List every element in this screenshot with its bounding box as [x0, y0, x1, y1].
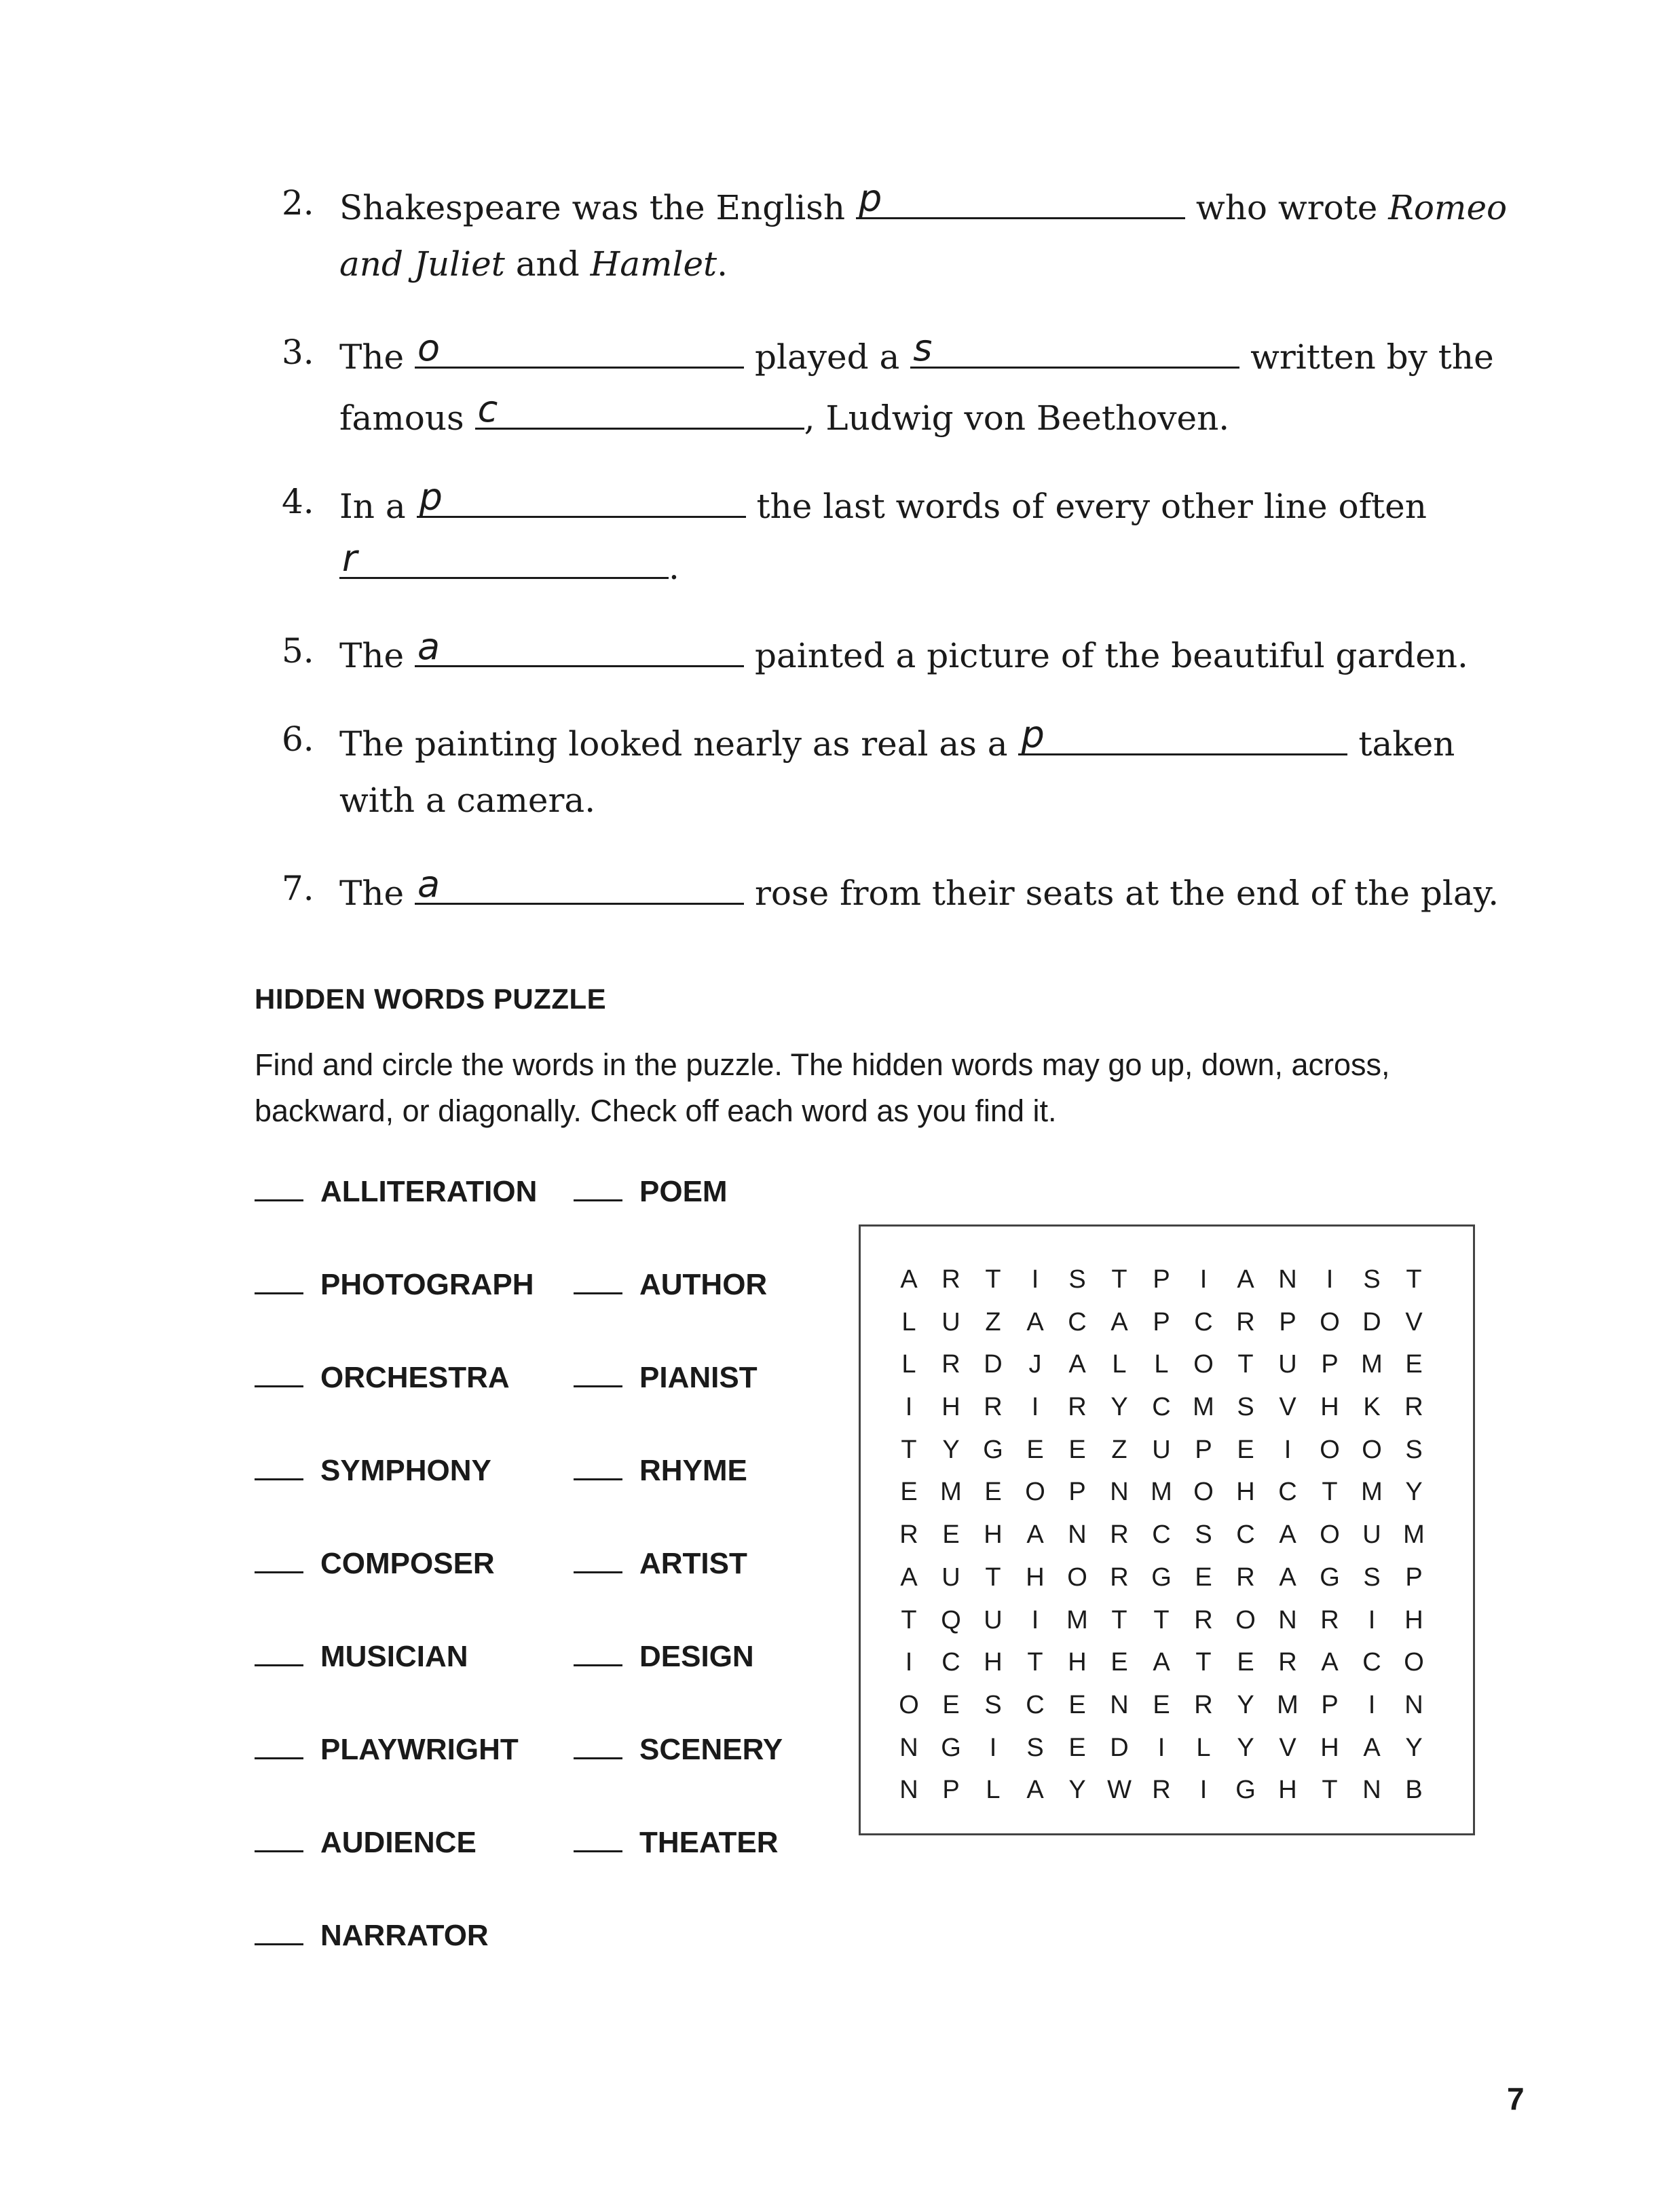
- grid-letter[interactable]: R: [1236, 1563, 1255, 1592]
- question-line-2: with a camera.: [339, 781, 596, 820]
- grid-letter[interactable]: U: [1362, 1520, 1381, 1550]
- grid-letter[interactable]: I: [905, 1648, 913, 1677]
- grid-letter[interactable]: D: [984, 1350, 1003, 1379]
- grid-letter[interactable]: L: [986, 1776, 1001, 1805]
- grid-letter[interactable]: E: [942, 1690, 960, 1719]
- grid-letter[interactable]: T: [1027, 1648, 1043, 1677]
- question-line-1: The a painted a picture of the beautiful garden.: [339, 625, 1468, 675]
- question-number: 2.: [282, 183, 314, 223]
- grid-letter[interactable]: R: [1110, 1563, 1129, 1592]
- grid-letter[interactable]: N: [1404, 1690, 1423, 1719]
- grid-letter[interactable]: O: [1067, 1563, 1087, 1592]
- word-checkbox[interactable]: [255, 1822, 303, 1852]
- grid-letter[interactable]: R: [941, 1350, 960, 1379]
- answer-blank[interactable]: [415, 863, 744, 905]
- grid-letter[interactable]: O: [1235, 1605, 1256, 1634]
- grid-letter[interactable]: Y: [1405, 1733, 1423, 1762]
- instructions-line-2: backward, or diagonally. Check off each word as you find it.: [255, 1093, 1057, 1128]
- blank-hint-letter: c: [477, 388, 498, 430]
- grid-letter[interactable]: E: [1153, 1690, 1170, 1719]
- answer-blank[interactable]: [475, 388, 804, 430]
- grid-letter[interactable]: I: [1031, 1393, 1039, 1422]
- grid-letter[interactable]: R: [941, 1265, 960, 1294]
- grid-letter[interactable]: Y: [1237, 1690, 1254, 1719]
- grid-letter[interactable]: E: [984, 1478, 1002, 1507]
- grid-letter[interactable]: Y: [1237, 1733, 1254, 1762]
- grid-letter[interactable]: E: [1237, 1648, 1254, 1677]
- question-number: 4.: [282, 482, 314, 521]
- blank-hint-letter: o: [417, 326, 441, 369]
- grid-letter[interactable]: R: [1236, 1307, 1255, 1336]
- grid-letter[interactable]: U: [1152, 1435, 1171, 1464]
- grid-letter[interactable]: P: [1195, 1435, 1212, 1464]
- grid-letter[interactable]: T: [901, 1435, 917, 1464]
- grid-letter[interactable]: E: [1405, 1350, 1423, 1379]
- grid-letter[interactable]: L: [901, 1307, 916, 1336]
- grid-letter[interactable]: T: [985, 1563, 1001, 1592]
- grid-row: [888, 1727, 1435, 1770]
- grid-letter[interactable]: A: [1110, 1307, 1128, 1336]
- grid-letter[interactable]: T: [1111, 1265, 1127, 1294]
- grid-letter[interactable]: L: [1112, 1350, 1127, 1379]
- grid-letter[interactable]: P: [942, 1776, 960, 1805]
- grid-row: [888, 1641, 1435, 1684]
- grid-letter[interactable]: U: [941, 1563, 960, 1592]
- grid-letter[interactable]: A: [1068, 1350, 1086, 1379]
- grid-letter[interactable]: I: [1199, 1776, 1208, 1805]
- grid-row: [888, 1514, 1435, 1556]
- grid-letter[interactable]: M: [1151, 1478, 1172, 1507]
- grid-letter[interactable]: O: [899, 1690, 919, 1719]
- question-line-1: The painting looked nearly as real as a p taken: [339, 713, 1455, 764]
- grid-letter[interactable]: Y: [942, 1435, 960, 1464]
- blank-hint-letter: p: [419, 476, 443, 519]
- grid-letter[interactable]: T: [985, 1265, 1001, 1294]
- grid-letter[interactable]: M: [1361, 1350, 1383, 1379]
- grid-letter[interactable]: A: [1026, 1520, 1044, 1550]
- blank-hint-letter: p: [1021, 713, 1045, 756]
- grid-letter[interactable]: S: [1363, 1265, 1381, 1294]
- grid-letter[interactable]: Y: [1405, 1478, 1423, 1507]
- blank-hint-letter: s: [913, 326, 933, 369]
- grid-letter[interactable]: R: [1194, 1605, 1213, 1634]
- grid-letter[interactable]: C: [1068, 1307, 1087, 1336]
- answer-blank[interactable]: [415, 625, 744, 668]
- grid-letter[interactable]: S: [1237, 1393, 1254, 1422]
- grid-letter[interactable]: L: [1196, 1733, 1211, 1762]
- grid-letter[interactable]: P: [1153, 1307, 1170, 1336]
- word-checkbox[interactable]: [255, 1915, 303, 1945]
- grid-letter[interactable]: E: [1068, 1435, 1086, 1464]
- question-line-1: The o played a s written by the: [339, 326, 1494, 377]
- grid-letter[interactable]: E: [900, 1478, 918, 1507]
- word-checkbox[interactable]: [574, 1543, 622, 1573]
- grid-letter[interactable]: R: [984, 1393, 1003, 1422]
- grid-letter[interactable]: R: [1194, 1690, 1213, 1719]
- word-item-narrator: NARRATOR: [255, 1915, 489, 1953]
- grid-row: [888, 1769, 1435, 1812]
- grid-letter[interactable]: N: [1068, 1520, 1087, 1550]
- grid-letter[interactable]: O: [1404, 1648, 1424, 1677]
- grid-letter[interactable]: T: [1195, 1648, 1212, 1677]
- grid-letter[interactable]: R: [1404, 1393, 1423, 1422]
- grid-letter[interactable]: N: [1110, 1690, 1129, 1719]
- blank-hint-letter: r: [342, 537, 358, 580]
- grid-letter[interactable]: M: [1361, 1478, 1383, 1507]
- grid-letter[interactable]: H: [1068, 1648, 1087, 1677]
- grid-letter[interactable]: M: [1403, 1520, 1425, 1550]
- grid-letter[interactable]: E: [1068, 1733, 1086, 1762]
- word-item-theater: THEATER: [574, 1822, 779, 1860]
- grid-letter[interactable]: E: [1237, 1435, 1254, 1464]
- grid-letter[interactable]: A: [1237, 1265, 1254, 1294]
- grid-letter[interactable]: S: [1026, 1733, 1044, 1762]
- word-checkbox[interactable]: [574, 1264, 622, 1294]
- grid-letter[interactable]: G: [941, 1733, 961, 1762]
- grid-letter[interactable]: H: [984, 1520, 1003, 1550]
- question-line-1: Shakespeare was the English p who wrote Romeo: [339, 177, 1508, 227]
- grid-letter[interactable]: I: [1368, 1690, 1376, 1719]
- blank-hint-letter: a: [417, 863, 441, 905]
- grid-letter[interactable]: O: [1362, 1435, 1382, 1464]
- question-line-2: and Juliet and Hamlet.: [339, 244, 728, 284]
- grid-letter[interactable]: N: [1362, 1776, 1381, 1805]
- grid-letter[interactable]: I: [1031, 1605, 1039, 1634]
- grid-letter[interactable]: I: [1326, 1265, 1334, 1294]
- grid-letter[interactable]: C: [1236, 1520, 1255, 1550]
- grid-letter[interactable]: H: [1236, 1478, 1255, 1507]
- question-line-1: In a p the last words of every other line often: [339, 476, 1427, 526]
- grid-letter[interactable]: V: [1279, 1733, 1296, 1762]
- grid-letter[interactable]: C: [1194, 1307, 1213, 1336]
- grid-letter[interactable]: N: [1278, 1605, 1297, 1634]
- question-number: 5.: [282, 631, 314, 671]
- grid-letter[interactable]: Z: [985, 1307, 1001, 1336]
- word-item-audience: AUDIENCE: [255, 1822, 477, 1860]
- grid-letter[interactable]: I: [1368, 1605, 1376, 1634]
- word-item-poem: POEM: [574, 1171, 728, 1209]
- grid-letter[interactable]: R: [1068, 1393, 1087, 1422]
- grid-letter[interactable]: G: [1320, 1563, 1340, 1592]
- grid-letter[interactable]: H: [1320, 1393, 1339, 1422]
- grid-letter[interactable]: B: [1405, 1776, 1423, 1805]
- grid-letter[interactable]: T: [1322, 1776, 1338, 1805]
- grid-letter[interactable]: I: [1199, 1265, 1208, 1294]
- blank-hint-letter: p: [859, 177, 882, 220]
- grid-letter[interactable]: C: [1026, 1690, 1045, 1719]
- grid-letter[interactable]: N: [1110, 1478, 1129, 1507]
- grid-letter[interactable]: I: [1031, 1265, 1039, 1294]
- grid-letter[interactable]: U: [984, 1605, 1003, 1634]
- grid-letter[interactable]: V: [1405, 1307, 1423, 1336]
- grid-letter[interactable]: R: [1152, 1776, 1171, 1805]
- answer-blank[interactable]: [910, 326, 1239, 369]
- grid-letter[interactable]: O: [1025, 1478, 1045, 1507]
- word-item-composer: COMPOSER: [255, 1543, 495, 1581]
- grid-letter[interactable]: R: [1278, 1648, 1297, 1677]
- grid-letter[interactable]: S: [1405, 1435, 1423, 1464]
- question-line-2: famous c , Ludwig von Beethoven.: [339, 388, 1230, 438]
- grid-letter[interactable]: P: [1321, 1690, 1339, 1719]
- word-checkbox[interactable]: [255, 1264, 303, 1294]
- word-checkbox[interactable]: [255, 1357, 303, 1387]
- grid-row: [888, 1556, 1435, 1599]
- grid-letter[interactable]: W: [1107, 1776, 1132, 1805]
- grid-row: [888, 1301, 1435, 1344]
- grid-row: [888, 1258, 1435, 1301]
- blank-hint-letter: a: [417, 625, 441, 668]
- word-checkbox[interactable]: [255, 1729, 303, 1759]
- word-checkbox[interactable]: [255, 1636, 303, 1666]
- grid-letter[interactable]: K: [1363, 1393, 1381, 1422]
- word-item-scenery: SCENERY: [574, 1729, 783, 1767]
- grid-letter[interactable]: C: [1362, 1648, 1381, 1677]
- word-item-photograph: PHOTOGRAPH: [255, 1264, 534, 1302]
- grid-letter[interactable]: C: [1152, 1520, 1171, 1550]
- grid-letter[interactable]: T: [901, 1605, 917, 1634]
- grid-letter[interactable]: M: [940, 1478, 962, 1507]
- grid-letter[interactable]: T: [1322, 1478, 1338, 1507]
- answer-blank[interactable]: [1018, 713, 1347, 756]
- grid-letter[interactable]: N: [899, 1733, 918, 1762]
- word-checkbox[interactable]: [574, 1357, 622, 1387]
- grid-letter[interactable]: O: [1320, 1520, 1340, 1550]
- grid-letter[interactable]: R: [1110, 1520, 1129, 1550]
- grid-letter[interactable]: I: [905, 1393, 913, 1422]
- grid-letter[interactable]: H: [1404, 1605, 1423, 1634]
- grid-letter[interactable]: M: [1066, 1605, 1088, 1634]
- grid-letter[interactable]: S: [1068, 1265, 1086, 1294]
- grid-letter[interactable]: L: [901, 1350, 916, 1379]
- page-number: 7: [1507, 2081, 1525, 2116]
- grid-letter[interactable]: C: [1278, 1478, 1297, 1507]
- grid-letter[interactable]: P: [1068, 1478, 1086, 1507]
- grid-letter[interactable]: P: [1321, 1350, 1339, 1379]
- word-item-rhyme: RHYME: [574, 1450, 747, 1488]
- grid-letter[interactable]: E: [942, 1520, 960, 1550]
- puzzle-title: HIDDEN WORDS PUZZLE: [255, 983, 607, 1015]
- question-line-2: r .: [339, 543, 679, 587]
- grid-letter[interactable]: A: [1279, 1520, 1296, 1550]
- grid-letter[interactable]: H: [941, 1393, 960, 1422]
- grid-letter[interactable]: A: [1363, 1733, 1381, 1762]
- grid-letter[interactable]: H: [1278, 1776, 1297, 1805]
- word-item-author: AUTHOR: [574, 1264, 767, 1302]
- question-number: 6.: [282, 719, 314, 759]
- word-checkbox[interactable]: [255, 1171, 303, 1201]
- grid-row: [888, 1343, 1435, 1386]
- grid-letter[interactable]: V: [1279, 1393, 1296, 1422]
- grid-letter[interactable]: O: [1193, 1350, 1214, 1379]
- grid-letter[interactable]: E: [1068, 1690, 1086, 1719]
- grid-letter[interactable]: R: [899, 1520, 918, 1550]
- grid-letter[interactable]: P: [1153, 1265, 1170, 1294]
- grid-letter[interactable]: A: [900, 1265, 918, 1294]
- grid-letter[interactable]: Y: [1068, 1776, 1086, 1805]
- grid-letter[interactable]: H: [1320, 1733, 1339, 1762]
- grid-letter[interactable]: D: [1362, 1307, 1381, 1336]
- grid-row: [888, 1471, 1435, 1514]
- question-line-1: The a rose from their seats at the end of the play.: [339, 863, 1499, 913]
- grid-letter[interactable]: T: [1153, 1605, 1170, 1634]
- grid-letter[interactable]: E: [1110, 1648, 1128, 1677]
- word-item-musician: MUSICIAN: [255, 1636, 468, 1674]
- grid-letter[interactable]: Q: [941, 1605, 961, 1634]
- word-item-pianist: PIANIST: [574, 1357, 758, 1395]
- grid-letter[interactable]: P: [1279, 1307, 1296, 1336]
- answer-blank[interactable]: [417, 476, 746, 519]
- grid-letter[interactable]: A: [1153, 1648, 1170, 1677]
- grid-letter[interactable]: U: [941, 1307, 960, 1336]
- word-item-alliteration: ALLITERATION: [255, 1171, 537, 1209]
- grid-letter[interactable]: D: [1110, 1733, 1129, 1762]
- grid-letter[interactable]: H: [984, 1648, 1003, 1677]
- grid-letter[interactable]: M: [1193, 1393, 1214, 1422]
- grid-letter[interactable]: T: [1111, 1605, 1127, 1634]
- grid-letter[interactable]: P: [1405, 1563, 1423, 1592]
- word-checkbox[interactable]: [574, 1636, 622, 1666]
- grid-letter[interactable]: T: [1237, 1350, 1254, 1379]
- grid-letter[interactable]: G: [1235, 1776, 1256, 1805]
- answer-blank[interactable]: [339, 537, 669, 580]
- grid-letter[interactable]: I: [989, 1733, 997, 1762]
- word-item-symphony: SYMPHONY: [255, 1450, 491, 1488]
- grid-letter[interactable]: G: [1151, 1563, 1172, 1592]
- instructions-line-1: Find and circle the words in the puzzle. The hidden words may go up, down, across,: [255, 1047, 1390, 1082]
- grid-letter[interactable]: R: [1320, 1605, 1339, 1634]
- word-checkbox[interactable]: [574, 1822, 622, 1852]
- grid-letter[interactable]: G: [983, 1435, 1003, 1464]
- answer-blank[interactable]: [856, 177, 1185, 220]
- word-checkbox[interactable]: [574, 1171, 622, 1201]
- grid-row: [888, 1429, 1435, 1472]
- grid-letter[interactable]: T: [1406, 1265, 1422, 1294]
- grid-row: [888, 1684, 1435, 1727]
- puzzle-instructions: [255, 1042, 1476, 1134]
- grid-letter[interactable]: H: [1026, 1563, 1045, 1592]
- grid-letter[interactable]: U: [1278, 1350, 1297, 1379]
- grid-letter[interactable]: A: [1279, 1563, 1296, 1592]
- question-number: 7.: [282, 869, 314, 908]
- word-checkbox[interactable]: [255, 1543, 303, 1573]
- word-checkbox[interactable]: [574, 1450, 622, 1480]
- word-item-orchestra: ORCHESTRA: [255, 1357, 510, 1395]
- grid-letter[interactable]: A: [900, 1563, 918, 1592]
- grid-letter[interactable]: O: [1193, 1478, 1214, 1507]
- question-number: 3.: [282, 333, 314, 372]
- grid-row: [888, 1386, 1435, 1429]
- grid-letter[interactable]: M: [1277, 1690, 1299, 1719]
- grid-letter[interactable]: S: [984, 1690, 1002, 1719]
- word-checkbox[interactable]: [574, 1729, 622, 1759]
- grid-letter[interactable]: S: [1195, 1520, 1212, 1550]
- grid-letter[interactable]: Z: [1111, 1435, 1127, 1464]
- grid-letter[interactable]: N: [1278, 1265, 1297, 1294]
- grid-letter[interactable]: C: [941, 1648, 960, 1677]
- grid-letter[interactable]: C: [1152, 1393, 1171, 1422]
- grid-letter[interactable]: A: [1026, 1307, 1044, 1336]
- word-item-design: DESIGN: [574, 1636, 754, 1674]
- grid-letter[interactable]: L: [1154, 1350, 1169, 1379]
- grid-letter[interactable]: N: [899, 1776, 918, 1805]
- word-search-grid[interactable]: [888, 1258, 1435, 1812]
- grid-letter[interactable]: O: [1320, 1307, 1340, 1336]
- grid-letter[interactable]: Y: [1110, 1393, 1128, 1422]
- grid-letter[interactable]: I: [1157, 1733, 1165, 1762]
- word-item-playwright: PLAYWRIGHT: [255, 1729, 519, 1767]
- grid-letter[interactable]: I: [1284, 1435, 1292, 1464]
- grid-letter[interactable]: J: [1028, 1350, 1042, 1379]
- grid-letter[interactable]: S: [1363, 1563, 1381, 1592]
- answer-blank[interactable]: [415, 326, 744, 369]
- word-checkbox[interactable]: [255, 1450, 303, 1480]
- grid-letter[interactable]: E: [1026, 1435, 1044, 1464]
- grid-letter[interactable]: A: [1321, 1648, 1339, 1677]
- word-item-artist: ARTIST: [574, 1543, 747, 1581]
- grid-row: [888, 1599, 1435, 1642]
- grid-letter[interactable]: A: [1026, 1776, 1044, 1805]
- grid-letter[interactable]: E: [1195, 1563, 1212, 1592]
- grid-letter[interactable]: O: [1320, 1435, 1340, 1464]
